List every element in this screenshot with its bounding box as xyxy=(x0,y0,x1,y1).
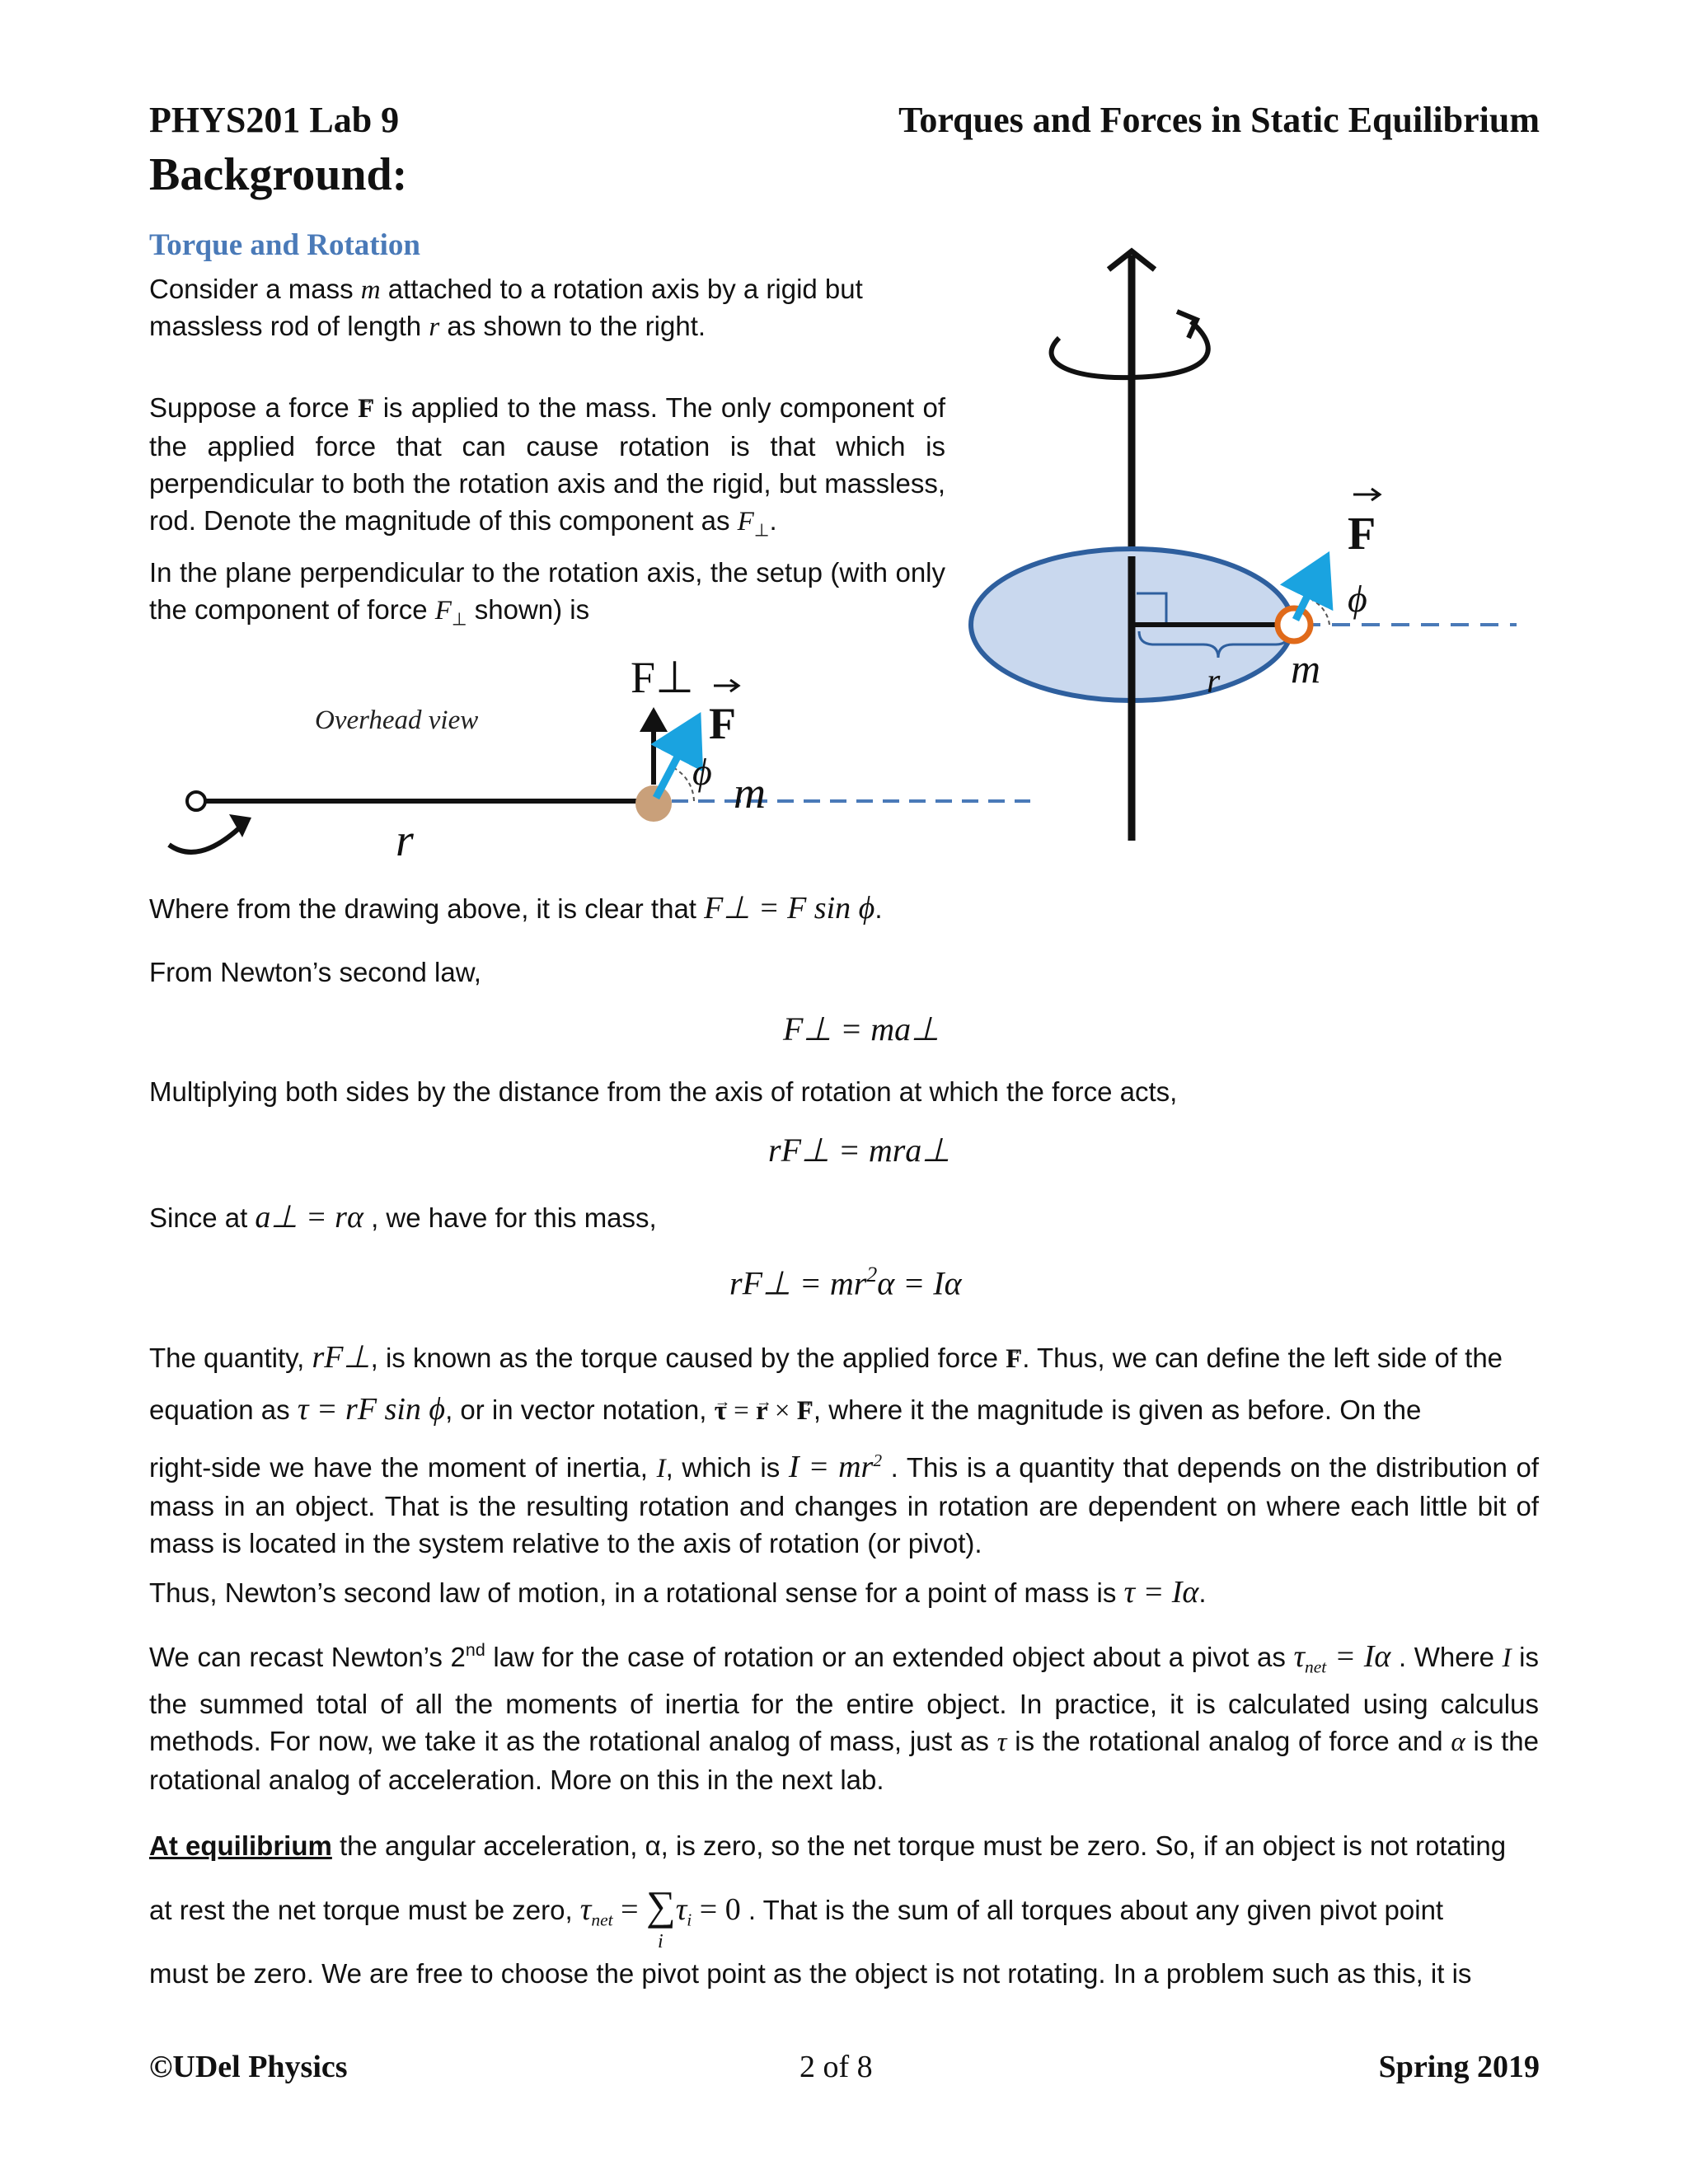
equation-2: rF⊥ = mra⊥ xyxy=(768,1132,951,1169)
torque-line-1: The quantity, rF⊥, is known as the torque caused by the applied force → F. Thus, we can define the left side of the xyxy=(149,1339,1503,1378)
overhead-caption: Overhead view xyxy=(315,705,479,735)
thus-line: Thus, Newton’s second law of motion, in a rotational sense for a point of mass is τ = Iα. xyxy=(149,1575,1207,1610)
course-label: PHYS201 Lab 9 xyxy=(149,100,400,140)
plane-paragraph: In the plane perpendicular to the rotation axis, the setup (with only the component of force $F_\perp$ shown) is xyxy=(149,557,945,630)
overhead-mass-label: m xyxy=(734,768,766,818)
at-equilibrium-label: At equilibrium xyxy=(149,1830,332,1861)
intro-line-2: massless rod of length r as shown to the right. xyxy=(149,311,706,342)
page-number: 2 of 8 xyxy=(799,2050,873,2084)
torque-paragraph-rest: right-side we have the moment of inertia, I, which is $I = mr^2$ . This is a quantity that depends on the distribution of mass in an object. That is the resulting rotation and changes in rotation are dependent on where each little bit of mass is located in the system relative to the axis of rotation (or pivot). xyxy=(149,1449,1540,1558)
since-line: Since at a⊥ = rα , we have for this mass, xyxy=(149,1200,657,1235)
f-perp-label: F⊥ xyxy=(631,653,695,702)
footer-left: ©UDel Physics xyxy=(149,2050,348,2084)
newton-line: From Newton’s second law, xyxy=(149,957,481,987)
footer-right: Spring 2019 xyxy=(1378,2050,1540,2084)
phi-label: ϕ xyxy=(1348,578,1367,620)
equil-line-2: at rest the net torque must be zero, $\tau_{net}$ = ∑ i $\tau_i = 0$ . That is the sum of all torques about any given pivot point xyxy=(149,1882,1444,1952)
mass-point xyxy=(1278,608,1311,641)
multiply-line: Multiplying both sides by the distance from the axis of rotation at which the force acts, xyxy=(149,1076,1178,1107)
overhead-view-diagram xyxy=(157,643,1039,874)
r-label: r xyxy=(1207,663,1221,701)
section-title: Background: xyxy=(149,149,408,200)
where-line: Where from the drawing above, it is clear that F⊥ = F sin ϕ. xyxy=(149,891,883,926)
force-paragraph: Suppose a force → F is applied to the mass. The only component of the applied force that can cause rotation is that which is perpendicular to both the rotation axis and the rigid, but massless, rod. Denote the magnitude of this component as $F_\perp$. xyxy=(149,389,945,550)
equation-3: rF⊥ = $mr^2\alpha = I\alpha$ xyxy=(729,1263,962,1302)
pivot-point xyxy=(187,792,205,810)
force-arrow xyxy=(1296,565,1323,620)
torque-force-symbol: → F xyxy=(1006,1341,1022,1378)
overhead-r-label: r xyxy=(396,815,414,866)
subsection-title: Torque and Rotation xyxy=(149,228,420,262)
recast-paragraph: We can recast Newton’s 2nd law for the case of rotation or an extended object about a pivot as $\tau_{net} = I\alpha$ . Where I is the summed total of all the moments of inertia for the entire object. In practice, it is calculated using calculus methods. For now, we take it as the rotational analog of mass, just as τ is the rotational analog of force and α is the rotational analog of acceleration. More on this in the next lab. xyxy=(149,1638,1540,1796)
equil-line-3: must be zero. We are free to choose the pivot point as the object is not rotating. In a problem such as this, it is xyxy=(149,1958,1472,1989)
intro-line-1: Consider a mass m attached to a rotation axis by a rigid but xyxy=(149,274,863,305)
equation-1: F⊥ = ma⊥ xyxy=(783,1010,940,1047)
force-vector-symbol: → F xyxy=(358,391,374,428)
equil-line-1: At equilibrium the angular acceleration, α, is zero, so the net torque must be zero. So, if an object is not rotating xyxy=(149,1830,1507,1861)
overhead-force-label: F xyxy=(709,699,736,748)
overhead-mass xyxy=(635,785,672,822)
torque-line-2: equation as τ = rF sin ϕ, or in vector notation, → τ = → r × → F, where it the magnitude is given as before. On the xyxy=(149,1391,1539,1430)
rotation-axis-diagram xyxy=(956,231,1533,857)
overhead-force-arrow xyxy=(656,725,694,798)
mass-label: m xyxy=(1291,645,1321,691)
overhead-phi-label: ϕ xyxy=(692,751,712,793)
force-label: F xyxy=(1348,509,1376,560)
overhead-rotation-icon xyxy=(169,828,239,852)
summation-symbol: ∑ xyxy=(646,1882,676,1929)
lab-title: Torques and Forces in Static Equilibrium xyxy=(898,100,1540,140)
